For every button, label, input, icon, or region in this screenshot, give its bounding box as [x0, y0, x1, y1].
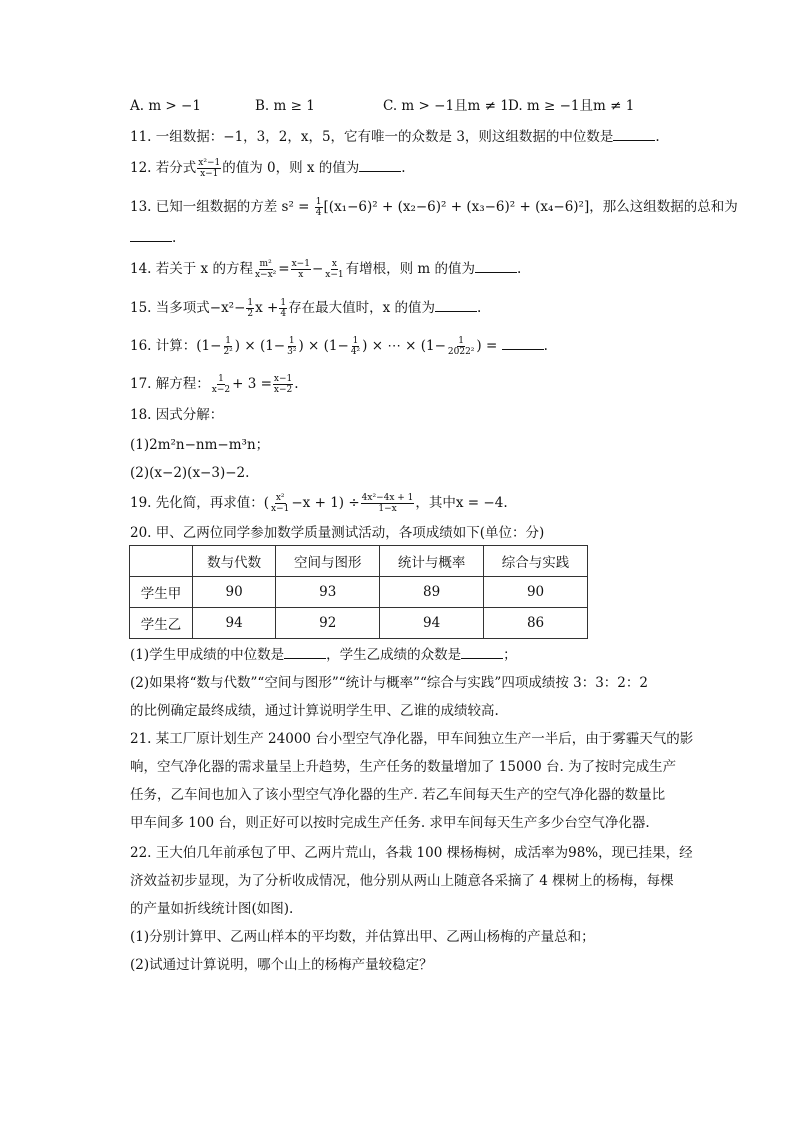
- q15-f1-den: 2: [247, 309, 254, 319]
- q17-mid: + 3 =: [232, 376, 272, 392]
- q16-f4-den: 2022²: [447, 347, 475, 357]
- q16-fraction-1: [222, 336, 233, 357]
- q17-prefix: 17. 解方程：: [130, 376, 210, 392]
- answer-blank: [359, 158, 401, 172]
- q17-fraction-1: [211, 374, 231, 395]
- q16-t2: ) × (1−: [298, 338, 349, 354]
- answer-blank: [613, 127, 655, 141]
- q16-f3-num: 1: [352, 336, 359, 346]
- question-21-line-3: 任务，乙车间也加入了该小型空气净化器的生产. 若乙车间每天生产的空气净化器的数量比: [130, 787, 666, 803]
- q15-fraction-1: [246, 298, 254, 319]
- table-header-cell: 综合与实践: [484, 546, 588, 577]
- answer-blank: [435, 298, 477, 312]
- q19-fraction-1: [270, 493, 290, 514]
- q16-f2-num: 1: [288, 336, 295, 346]
- q13-fraction: [315, 197, 323, 218]
- table-row: [130, 608, 588, 639]
- q14-fraction-3: [324, 259, 344, 280]
- q16-prefix: 16. 计算：(1−: [130, 338, 222, 354]
- q10-option-d: D. m ≥ −1且m ≠ 1: [508, 98, 635, 114]
- q19-prefix: 19. 先化简，再求值：(: [130, 495, 270, 511]
- q14-prefix: 14. 若关于 x 的方程: [130, 261, 253, 277]
- q10-option-b: B. m ≥ 1: [255, 98, 315, 114]
- q19-f2-den: 1−x: [378, 504, 397, 514]
- q19-f1-den: x−1: [271, 504, 290, 514]
- table-header-row: [130, 546, 588, 577]
- q16-f3-den: 4²: [350, 347, 361, 357]
- question-18-part-2: (2)(x−2)(x−3)−2.: [130, 465, 250, 481]
- q14-fraction-2: [291, 259, 311, 280]
- table-cell: 86: [484, 608, 588, 639]
- q14-f2-den: x: [298, 270, 304, 280]
- q12-suffix: 的值为 0，则 x 的值为: [222, 160, 360, 176]
- q16-t1: ) × (1−: [234, 338, 286, 354]
- answer-blank: [461, 645, 503, 659]
- table-cell: 90: [192, 577, 275, 608]
- q14-f3-den: x−1: [325, 270, 344, 280]
- question-16: 16. 计算：(1− $\frac{1}{\text{2²}}$ ) × (1− $\frac{1}{\text{3²}}$ ) × (1− $\frac{1}{\text{4²}}$ ) × ⋯ × (1− $\frac{1}{\text{2022²}}$ ) = .: [130, 336, 548, 357]
- question-20-part-1: [130, 645, 517, 664]
- answer-blank: [475, 259, 517, 273]
- table-row: [130, 577, 588, 608]
- q19-fraction-2: [361, 493, 415, 514]
- q20-1a: (1)学生甲成绩的中位数是: [130, 647, 285, 663]
- table-header-cell: 数与代数: [192, 546, 275, 577]
- table-header-cell: [130, 546, 193, 577]
- table-cell: 94: [380, 608, 484, 639]
- q13-formula: [(x₁−6)² + (x₂−6)² + (x₃−6)² + (x₄−6)²]，那么这组数据的总和为: [323, 199, 738, 215]
- q19-f2-num: 4x²−4x + 1: [361, 493, 414, 503]
- answer-blank: [502, 336, 544, 350]
- question-11: 11. 一组数据：−1，3，2，x，5，它有唯一的众数是 3，则这组数据的中位数是 .: [130, 129, 660, 145]
- q17-f1-den: x−2: [211, 385, 231, 395]
- q13-frac-den: 4: [315, 208, 322, 218]
- question-21-line-4: 甲车间多 100 台，则正好可以按时完成生产任务. 求甲车间每天生产多少台空气净化器.: [130, 815, 650, 831]
- table-cell: 89: [380, 577, 484, 608]
- q17-f2-den: x−2: [273, 385, 293, 395]
- q12-fraction: [197, 158, 221, 179]
- q15-f1-num: 1: [247, 298, 254, 308]
- q17-f1-num: 1: [218, 374, 224, 384]
- table-cell: 94: [192, 608, 275, 639]
- q16-fraction-3: [350, 336, 361, 357]
- question-22-part-1: (1)分别计算甲、乙两山样本的平均数，并估算出甲、乙两山杨梅的产量总和；: [130, 929, 595, 945]
- q14-f1-den: x−x²: [254, 270, 277, 280]
- q19-mid: −x + 1) ÷: [291, 495, 360, 511]
- question-17: 17. 解方程： $\frac{1}{x-2}$ + 3 = $\frac{x-1}{x-2}$ .: [130, 374, 299, 395]
- table-cell: 93: [276, 577, 380, 608]
- table-header-cell: 统计与概率: [380, 546, 484, 577]
- question-20-part-2-cont: 的比例确定最终成绩，通过计算说明学生甲、乙谁的成绩较高.: [130, 703, 499, 719]
- q16-t3: ) × ⋯ × (1−: [362, 338, 446, 354]
- table-header-cell: 空间与图形: [276, 546, 380, 577]
- q13-frac-num: 1: [315, 197, 322, 207]
- question-19: [130, 493, 508, 514]
- q14-f3-num: x: [331, 259, 337, 269]
- q17-f2-num: x−1: [273, 374, 293, 384]
- q19-suffix: ，其中x = −4.: [415, 495, 508, 511]
- q15-mid: x +: [255, 300, 279, 316]
- question-14: 14. 若关于 x 的方程 $\frac{\text{m²}}{\text{x−x²}}$ = $\frac{x-1}{x}$ − $\frac{x}{x-1}$ 有增根，则 m 的值为 .: [130, 259, 522, 280]
- question-13-cont: .: [130, 228, 176, 247]
- question-21-line-1: 21. 某工厂原计划生产 24000 台小型空气净化器，甲车间独立生产一半后，由于雾霾天气的影: [130, 731, 694, 747]
- q13-prefix: 13. 已知一组数据的方差 s² =: [130, 199, 314, 215]
- q15-suffix: 存在最大值时，x 的值为: [288, 300, 436, 316]
- question-12: 12. 若分式 $\frac{\text{x²−1}}{x-1}$ 的值为 0，则 x 的值为 .: [130, 158, 406, 179]
- table-cell: 学生甲: [130, 577, 193, 608]
- q15-fraction-2: [279, 298, 287, 319]
- q11-text: 11. 一组数据：−1，3，2，x，5，它有唯一的众数是 3，则这组数据的中位数是: [130, 129, 614, 145]
- q14-minus: −: [311, 261, 324, 277]
- q15-f2-den: 4: [280, 309, 287, 319]
- question-15: 15. 当多项式−x²− $\frac{1}{2}$ x + $\frac{1}{4}$ 存在最大值时，x 的值为 .: [130, 298, 482, 319]
- question-20-part-2: (2)如果将“数与代数”“空间与图形”“统计与概率”“综合与实践”四项成绩按 3：3：2：2: [130, 675, 648, 691]
- table-cell: 90: [484, 577, 588, 608]
- q14-fraction-1: [254, 259, 277, 280]
- q16-fraction-2: [286, 336, 297, 357]
- q17-fraction-2: [273, 374, 293, 395]
- question-22-line-1: 22. 王大伯几年前承包了甲、乙两片荒山，各栽 100 棵杨梅树，成活率为98%，现已挂果，经: [130, 845, 693, 861]
- question-22-line-2: 济效益初步显现，为了分析收成情况，他分别从两山上随意各采摘了 4 棵树上的杨梅，每棵: [130, 873, 674, 889]
- question-20: 20. 甲、乙两位同学参加数学质量测试活动，各项成绩如下(单位：分): [130, 525, 545, 541]
- q20-1c: ；: [503, 647, 517, 663]
- table-cell: 92: [276, 608, 380, 639]
- q10-option-c: C. m > −1且m ≠ 1: [383, 98, 509, 114]
- q14-f1-num: m²: [259, 259, 272, 269]
- q12-frac-den: x−1: [200, 169, 219, 179]
- q14-suffix: 有增根，则 m 的值为: [345, 261, 475, 277]
- q10-option-a: A. m > −1: [130, 98, 201, 114]
- q16-f4-num: 1: [458, 336, 465, 346]
- score-table: [129, 545, 588, 639]
- q14-f2-num: x−1: [291, 259, 310, 269]
- q12-prefix: 12. 若分式: [130, 160, 197, 176]
- question-13: [130, 197, 738, 218]
- q16-fraction-4: [447, 336, 476, 357]
- q19-f1-num: x²: [275, 493, 285, 503]
- q14-eq: =: [278, 261, 290, 277]
- q16-f2-den: 3²: [287, 347, 297, 357]
- question-21-line-2: 响，空气净化器的需求量呈上升趋势，生产任务的数量增加了 15000 台. 为了按时完成生产: [130, 759, 677, 775]
- answer-blank: [130, 228, 172, 242]
- q20-1b: ，学生乙成绩的众数是: [326, 647, 462, 663]
- question-22-line-3: 的产量如折线统计图(如图).: [130, 901, 294, 917]
- q12-frac-num: x²−1: [198, 158, 221, 168]
- q15-prefix: 15. 当多项式−x²−: [130, 300, 246, 316]
- answer-blank: [284, 645, 326, 659]
- question-22-part-2: (2)试通过计算说明，哪个山上的杨梅产量较稳定？: [130, 957, 433, 973]
- q15-f2-num: 1: [280, 298, 287, 308]
- q16-f1-den: 2²: [223, 347, 233, 357]
- question-18-part-1: (1)2m²n−nm−m³n；: [130, 437, 270, 453]
- q16-f1-num: 1: [225, 336, 231, 346]
- q16-t4: ) =: [476, 338, 498, 354]
- question-18: 18. 因式分解：: [130, 407, 224, 423]
- table-cell: 学生乙: [130, 608, 193, 639]
